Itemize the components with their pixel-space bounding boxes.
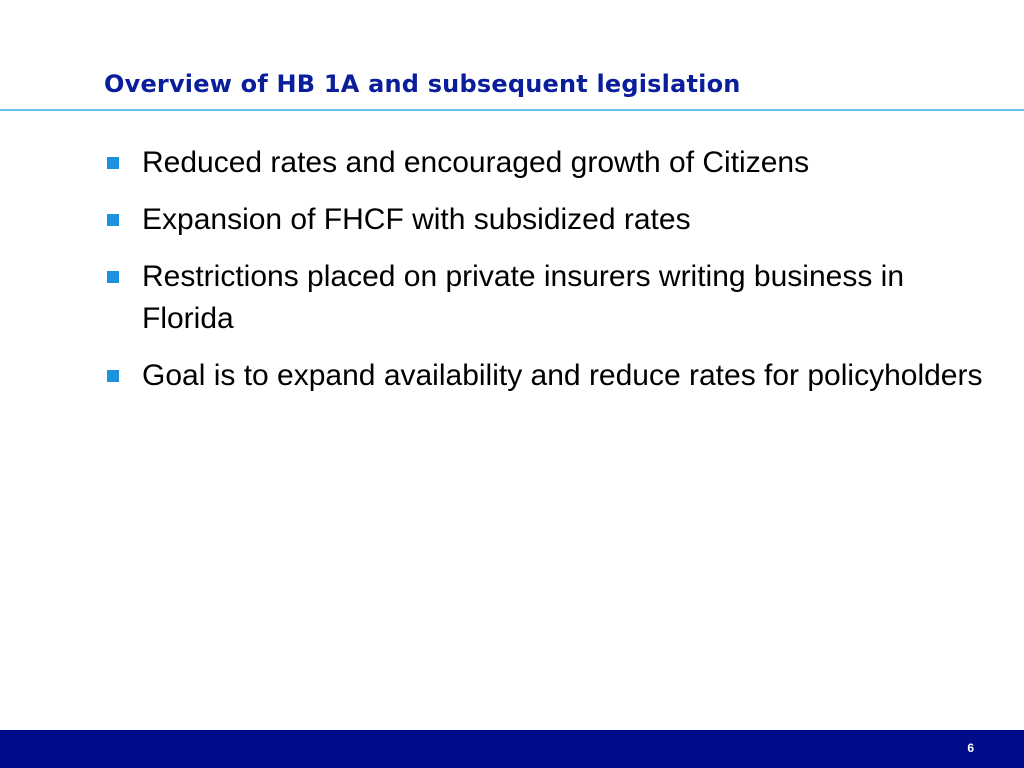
page-number: 6	[967, 741, 974, 755]
bullet-item	[103, 199, 993, 241]
bullet-item	[103, 355, 993, 397]
square-bullet-icon	[107, 370, 119, 382]
bullet-text: Goal is to expand availability and reduce rates for policyholders	[142, 359, 983, 392]
footer-bar	[0, 730, 1024, 768]
bullet-text: Reduced rates and encouraged growth of Citizens	[142, 146, 810, 179]
slide-title: Overview of HB 1A and subsequent legislation	[104, 70, 741, 98]
bullet-text: Expansion of FHCF with subsidized rates	[142, 203, 691, 236]
bullet-item	[103, 256, 993, 340]
title-divider	[0, 109, 1024, 111]
square-bullet-icon	[107, 271, 119, 283]
square-bullet-icon	[107, 157, 119, 169]
bullet-list	[103, 142, 993, 412]
bullet-text: Restrictions placed on private insurers writing business in Florida	[142, 260, 905, 335]
bullet-item	[103, 142, 993, 184]
square-bullet-icon	[107, 214, 119, 226]
